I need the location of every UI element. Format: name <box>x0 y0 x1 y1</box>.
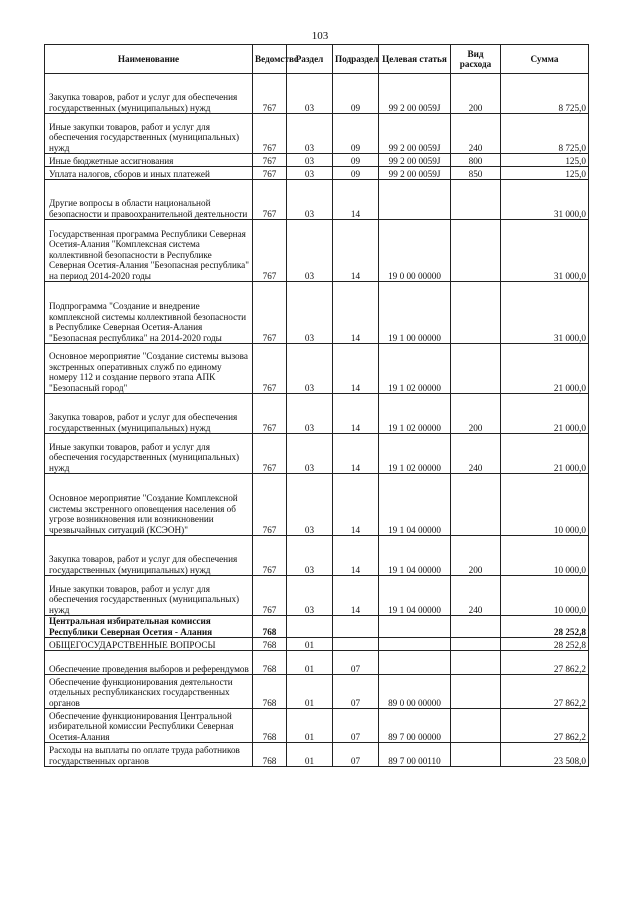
row-name-cell: Иные закупки товаров, работ и услуг для обеспечения государственных (муниципальных) нужд <box>45 114 253 154</box>
row-name-cell: Центральная избирательная комиссия Республики Северная Осетия - Алания <box>45 616 253 638</box>
row-expense-type-cell: 800 <box>451 154 501 167</box>
table-row <box>45 576 589 616</box>
row-section-cell: 03 <box>287 114 333 154</box>
row-target-cell <box>379 616 451 638</box>
row-section-cell <box>287 616 333 638</box>
row-section-cell: 01 <box>287 743 333 767</box>
row-name-cell: Иные закупки товаров, работ и услуг для обеспечения государственных (муниципальных) нужд <box>45 434 253 474</box>
row-subsection-cell: 07 <box>333 743 379 767</box>
row-target-cell: 99 2 00 0059J <box>379 154 451 167</box>
row-amount-cell: 28 252,8 <box>501 616 589 638</box>
row-section-cell: 03 <box>287 154 333 167</box>
row-section-cell: 03 <box>287 220 333 282</box>
table-row <box>45 114 589 154</box>
row-target-cell: 89 7 00 00000 <box>379 709 451 743</box>
row-name-cell: Подпрограмма "Создание и внедрение комплексной системы коллективной безопасности в Республике Северная Осетия-Алания "Безопасная республика" на 2014-2020 годы <box>45 282 253 344</box>
table-row <box>45 536 589 576</box>
row-expense-type-cell: 200 <box>451 394 501 434</box>
row-subsection-cell: 14 <box>333 576 379 616</box>
row-amount-cell: 21 000,0 <box>501 434 589 474</box>
table-row <box>45 616 589 638</box>
row-dept-cell: 767 <box>253 576 287 616</box>
row-expense-type-cell <box>451 638 501 651</box>
row-target-cell: 89 7 00 00110 <box>379 743 451 767</box>
table-row <box>45 344 589 394</box>
row-dept-cell: 767 <box>253 474 287 536</box>
budget-table <box>44 44 589 767</box>
row-name-cell: Закупка товаров, работ и услуг для обеспечения государственных (муниципальных) нужд <box>45 74 253 114</box>
row-amount-cell: 27 862,2 <box>501 709 589 743</box>
row-expense-type-cell: 200 <box>451 536 501 576</box>
row-subsection-cell: 09 <box>333 74 379 114</box>
row-name-cell: Уплата налогов, сборов и иных платежей <box>45 167 253 180</box>
row-target-cell: 89 0 00 00000 <box>379 675 451 709</box>
row-section-cell: 01 <box>287 651 333 675</box>
row-subsection-cell: 14 <box>333 434 379 474</box>
row-dept-cell: 767 <box>253 434 287 474</box>
row-target-cell: 19 1 02 00000 <box>379 434 451 474</box>
row-subsection-cell <box>333 638 379 651</box>
row-amount-cell: 27 862,2 <box>501 675 589 709</box>
row-target-cell <box>379 180 451 220</box>
row-expense-type-cell: 240 <box>451 434 501 474</box>
table-row <box>45 709 589 743</box>
row-expense-type-cell <box>451 743 501 767</box>
row-expense-type-cell <box>451 616 501 638</box>
row-section-cell: 03 <box>287 394 333 434</box>
row-dept-cell: 767 <box>253 282 287 344</box>
row-amount-cell: 27 862,2 <box>501 651 589 675</box>
header-subsection: Подраздел <box>333 45 379 74</box>
row-expense-type-cell: 850 <box>451 167 501 180</box>
row-expense-type-cell <box>451 709 501 743</box>
row-dept-cell: 768 <box>253 651 287 675</box>
row-target-cell: 19 1 04 00000 <box>379 474 451 536</box>
row-amount-cell: 8 725,0 <box>501 74 589 114</box>
table-row <box>45 474 589 536</box>
table-row <box>45 743 589 767</box>
row-amount-cell: 28 252,8 <box>501 638 589 651</box>
row-amount-cell: 10 000,0 <box>501 576 589 616</box>
table-row <box>45 651 589 675</box>
row-expense-type-cell <box>451 220 501 282</box>
row-amount-cell: 125,0 <box>501 167 589 180</box>
row-amount-cell: 125,0 <box>501 154 589 167</box>
row-expense-type-cell <box>451 180 501 220</box>
row-subsection-cell: 09 <box>333 114 379 154</box>
row-dept-cell: 768 <box>253 743 287 767</box>
row-amount-cell: 23 508,0 <box>501 743 589 767</box>
row-dept-cell: 768 <box>253 616 287 638</box>
row-target-cell: 19 1 00 00000 <box>379 282 451 344</box>
row-expense-type-cell <box>451 675 501 709</box>
row-target-cell: 19 1 02 00000 <box>379 344 451 394</box>
row-subsection-cell: 14 <box>333 474 379 536</box>
row-subsection-cell: 14 <box>333 180 379 220</box>
row-name-cell: Основное мероприятие "Создание системы вызова экстренных оперативных служб по единому номеру 112 и создание первого этапа АПК "Безопасный город" <box>45 344 253 394</box>
table-row <box>45 282 589 344</box>
row-expense-type-cell <box>451 474 501 536</box>
row-subsection-cell: 09 <box>333 154 379 167</box>
row-dept-cell: 768 <box>253 675 287 709</box>
row-dept-cell: 767 <box>253 114 287 154</box>
row-target-cell: 99 2 00 0059J <box>379 74 451 114</box>
row-section-cell: 03 <box>287 74 333 114</box>
row-target-cell <box>379 651 451 675</box>
header-section: Раздел <box>287 45 333 74</box>
row-name-cell: Другие вопросы в области национальной безопасности и правоохранительной деятельности <box>45 180 253 220</box>
row-target-cell: 19 1 02 00000 <box>379 394 451 434</box>
row-name-cell: Закупка товаров, работ и услуг для обеспечения государственных (муниципальных) нужд <box>45 394 253 434</box>
row-name-cell: ОБЩЕГОСУДАРСТВЕННЫЕ ВОПРОСЫ <box>45 638 253 651</box>
row-expense-type-cell: 240 <box>451 114 501 154</box>
row-section-cell: 03 <box>287 536 333 576</box>
row-amount-cell: 10 000,0 <box>501 536 589 576</box>
row-dept-cell: 768 <box>253 709 287 743</box>
table-row <box>45 220 589 282</box>
header-name: Наименование <box>45 45 253 74</box>
table-row <box>45 675 589 709</box>
header-target: Целевая статья <box>379 45 451 74</box>
row-name-cell: Обеспечение проведения выборов и референдумов <box>45 651 253 675</box>
row-dept-cell: 767 <box>253 344 287 394</box>
row-subsection-cell: 14 <box>333 394 379 434</box>
row-amount-cell: 8 725,0 <box>501 114 589 154</box>
row-dept-cell: 767 <box>253 220 287 282</box>
row-amount-cell: 21 000,0 <box>501 344 589 394</box>
row-amount-cell: 31 000,0 <box>501 282 589 344</box>
row-subsection-cell: 07 <box>333 675 379 709</box>
row-target-cell: 99 2 00 0059J <box>379 114 451 154</box>
row-name-cell: Иные закупки товаров, работ и услуг для обеспечения государственных (муниципальных) нужд <box>45 576 253 616</box>
row-target-cell: 19 1 04 00000 <box>379 576 451 616</box>
row-section-cell: 03 <box>287 180 333 220</box>
row-amount-cell: 31 000,0 <box>501 180 589 220</box>
row-target-cell: 99 2 00 0059J <box>379 167 451 180</box>
row-name-cell: Государственная программа Республики Северная Осетия-Алания "Комплексная система коллективной безопасности в Республике Северная Осетия-Алания "Безопасная республика" на период 2014-2020 годы <box>45 220 253 282</box>
row-expense-type-cell: 200 <box>451 74 501 114</box>
row-subsection-cell: 14 <box>333 220 379 282</box>
row-expense-type-cell <box>451 344 501 394</box>
row-target-cell: 19 0 00 00000 <box>379 220 451 282</box>
row-name-cell: Обеспечение функционирования Центральной избирательной комиссии Республики Северная Осетия-Алания <box>45 709 253 743</box>
table-row <box>45 434 589 474</box>
row-expense-type-cell <box>451 651 501 675</box>
row-amount-cell: 10 000,0 <box>501 474 589 536</box>
row-amount-cell: 31 000,0 <box>501 220 589 282</box>
row-subsection-cell <box>333 616 379 638</box>
header-amount: Сумма <box>501 45 589 74</box>
header-expense-type: Вид расхода <box>451 45 501 74</box>
row-name-cell: Обеспечение функционирования деятельности отдельных республиканских государственных органов <box>45 675 253 709</box>
row-dept-cell: 767 <box>253 74 287 114</box>
row-section-cell: 03 <box>287 344 333 394</box>
row-section-cell: 03 <box>287 282 333 344</box>
row-target-cell <box>379 638 451 651</box>
table-header-row <box>45 45 589 74</box>
table-row <box>45 638 589 651</box>
row-subsection-cell: 14 <box>333 344 379 394</box>
row-name-cell: Иные бюджетные ассигнования <box>45 154 253 167</box>
row-section-cell: 01 <box>287 675 333 709</box>
row-section-cell: 03 <box>287 434 333 474</box>
row-amount-cell: 21 000,0 <box>501 394 589 434</box>
table-row <box>45 394 589 434</box>
header-dept: Ведомство <box>253 45 287 74</box>
row-dept-cell: 767 <box>253 154 287 167</box>
row-section-cell: 01 <box>287 709 333 743</box>
table-row <box>45 154 589 167</box>
row-expense-type-cell: 240 <box>451 576 501 616</box>
row-dept-cell: 767 <box>253 167 287 180</box>
row-name-cell: Закупка товаров, работ и услуг для обеспечения государственных (муниципальных) нужд <box>45 536 253 576</box>
row-subsection-cell: 09 <box>333 167 379 180</box>
row-subsection-cell: 07 <box>333 651 379 675</box>
row-dept-cell: 767 <box>253 394 287 434</box>
row-section-cell: 01 <box>287 638 333 651</box>
table-row <box>45 74 589 114</box>
row-target-cell: 19 1 04 00000 <box>379 536 451 576</box>
row-section-cell: 03 <box>287 474 333 536</box>
row-expense-type-cell <box>451 282 501 344</box>
row-dept-cell: 768 <box>253 638 287 651</box>
row-section-cell: 03 <box>287 167 333 180</box>
page-number: 103 <box>311 30 329 42</box>
row-dept-cell: 767 <box>253 180 287 220</box>
row-name-cell: Основное мероприятие "Создание Комплексной системы экстренного оповещения населения об угрозе возникновения или возникновении чрезвычайных ситуаций (КСЭОН)" <box>45 474 253 536</box>
table-row <box>45 180 589 220</box>
table-row <box>45 167 589 180</box>
row-subsection-cell: 07 <box>333 709 379 743</box>
row-dept-cell: 767 <box>253 536 287 576</box>
row-subsection-cell: 14 <box>333 282 379 344</box>
row-section-cell: 03 <box>287 576 333 616</box>
row-name-cell: Расходы на выплаты по оплате труда работников государственных органов <box>45 743 253 767</box>
row-subsection-cell: 14 <box>333 536 379 576</box>
